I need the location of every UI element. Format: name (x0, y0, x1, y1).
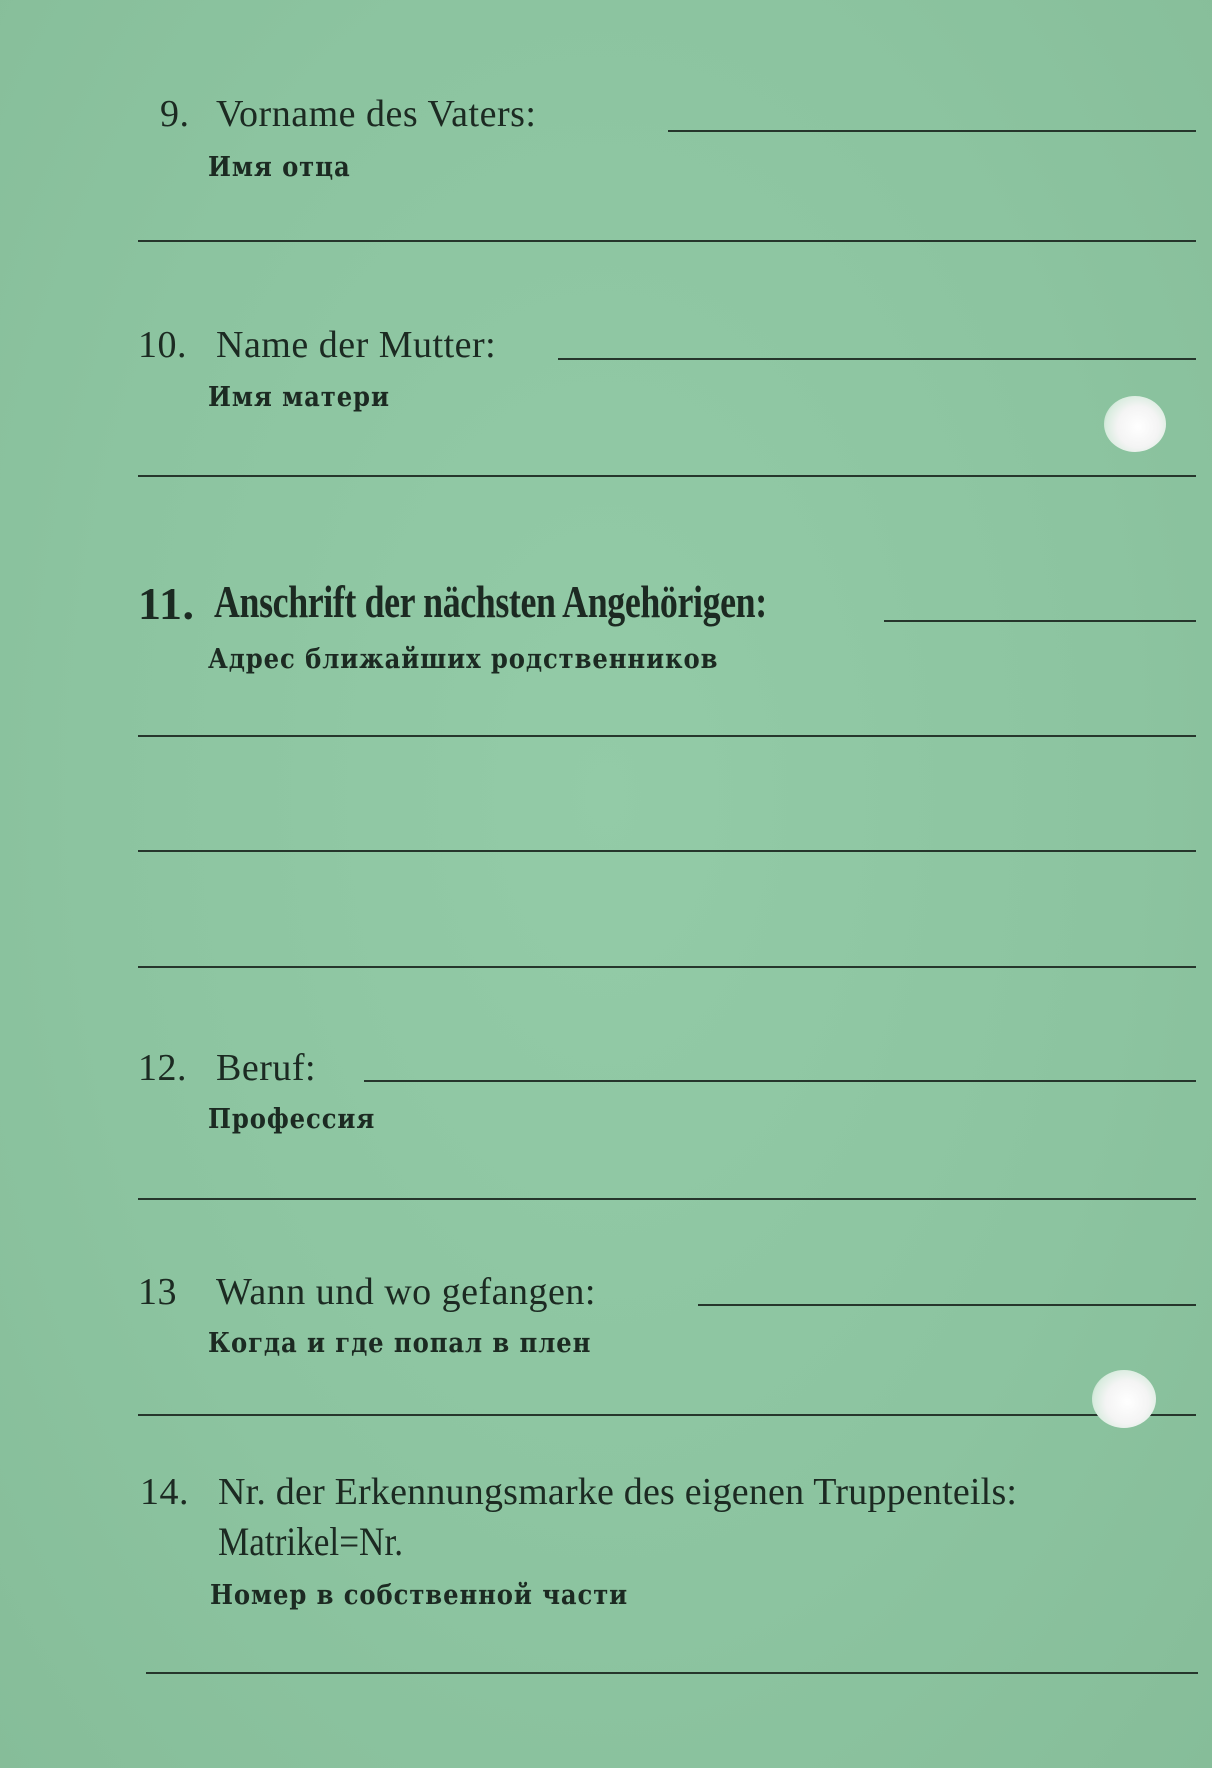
field-number: 13 (138, 1271, 177, 1313)
field-label-german: Nr. der Erkennungsmarke des eigenen Truppenteils: (218, 1471, 1018, 1513)
punch-hole (1104, 396, 1166, 452)
field-label-russian: Имя отца (208, 152, 351, 183)
field-label-german-sub: Matrikel=Nr. (218, 1519, 404, 1564)
field-number: 10. (138, 324, 187, 366)
field-label-german: Vorname des Vaters: (216, 93, 537, 135)
field-label-german: Beruf: (216, 1047, 317, 1089)
field-number: 12. (138, 1047, 187, 1089)
answer-line[interactable] (138, 735, 1196, 737)
field-label-russian: Адрес ближайших родственников (208, 644, 719, 675)
field-label-russian: Имя матери (208, 382, 390, 413)
field-label-russian: Когда и где попал в плен (208, 1328, 592, 1359)
field-number: 11. (138, 578, 195, 629)
answer-line[interactable] (884, 620, 1196, 622)
answer-line[interactable] (138, 966, 1196, 968)
punch-hole (1092, 1370, 1156, 1428)
answer-line[interactable] (146, 1672, 1198, 1674)
answer-line[interactable] (138, 1414, 1196, 1416)
field-label-russian: Профессия (208, 1104, 376, 1135)
field-number: 14. (140, 1471, 189, 1513)
answer-line[interactable] (364, 1080, 1196, 1082)
answer-line[interactable] (138, 475, 1196, 477)
field-label-russian: Номер в собственной части (210, 1580, 629, 1611)
field-label-german: Anschrift der nächsten Angehörigen: (214, 576, 767, 627)
answer-line[interactable] (138, 850, 1196, 852)
field-label-german: Name der Mutter: (216, 324, 497, 366)
field-label-german: Wann und wo gefangen: (216, 1271, 596, 1313)
field-number: 9. (160, 93, 190, 135)
answer-line[interactable] (558, 358, 1196, 360)
answer-line[interactable] (138, 240, 1196, 242)
answer-line[interactable] (698, 1304, 1196, 1306)
answer-line[interactable] (668, 130, 1196, 132)
answer-line[interactable] (138, 1198, 1196, 1200)
